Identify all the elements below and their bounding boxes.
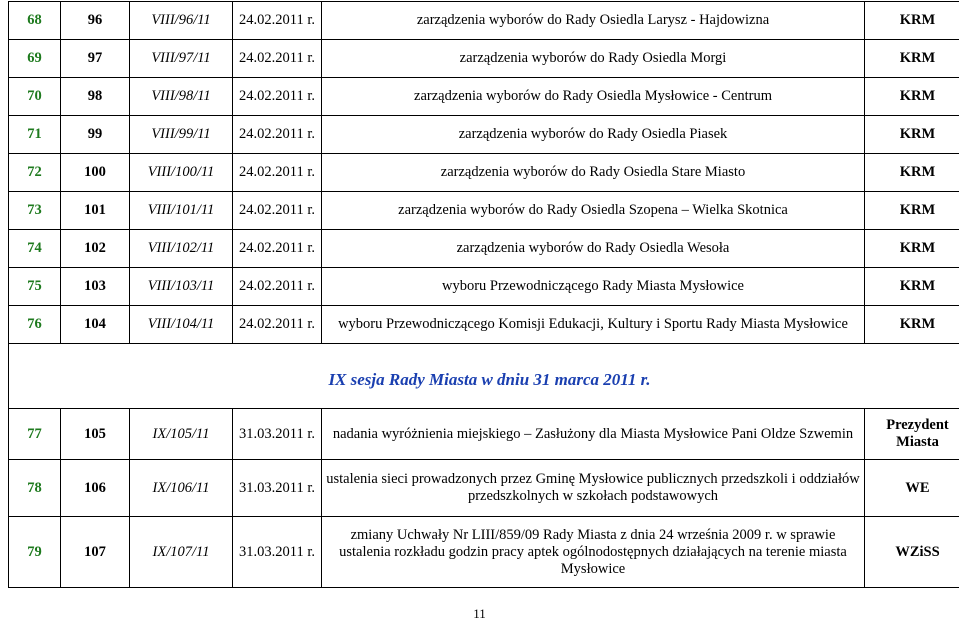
row-number: 105 bbox=[61, 409, 130, 460]
row-executor: KRM bbox=[865, 40, 959, 78]
row-symbol: VIII/97/11 bbox=[130, 40, 233, 78]
row-lp: 79 bbox=[9, 517, 61, 588]
row-executor: WE bbox=[865, 460, 959, 517]
table-row bbox=[9, 2, 959, 40]
row-number: 100 bbox=[61, 154, 130, 192]
row-subject: zarządzenia wyborów do Rady Osiedla Stare Miasto bbox=[322, 154, 865, 192]
row-subject: zarządzenia wyborów do Rady Osiedla Mysłowice - Centrum bbox=[322, 78, 865, 116]
row-executor: KRM bbox=[865, 268, 959, 306]
row-number: 99 bbox=[61, 116, 130, 154]
row-subject: zarządzenia wyborów do Rady Osiedla Morgi bbox=[322, 40, 865, 78]
page-number: 11 bbox=[0, 606, 959, 622]
row-symbol: IX/107/11 bbox=[130, 517, 233, 588]
row-symbol: VIII/99/11 bbox=[130, 116, 233, 154]
row-executor: KRM bbox=[865, 192, 959, 230]
table-row bbox=[9, 268, 959, 306]
row-date: 24.02.2011 r. bbox=[233, 306, 322, 344]
table-row bbox=[9, 154, 959, 192]
row-date: 24.02.2011 r. bbox=[233, 154, 322, 192]
row-number: 98 bbox=[61, 78, 130, 116]
table-row bbox=[9, 40, 959, 78]
row-symbol: VIII/104/11 bbox=[130, 306, 233, 344]
row-executor: WZiSS bbox=[865, 517, 959, 588]
row-subject: zmiany Uchwały Nr LIII/859/09 Rady Miasta z dnia 24 września 2009 r. w sprawie ustalenia rozkładu godzin pracy aptek ogólnodostępnych działających na terenie miasta Mysłowice bbox=[322, 517, 865, 588]
row-symbol: VIII/103/11 bbox=[130, 268, 233, 306]
row-lp: 74 bbox=[9, 230, 61, 268]
row-number: 104 bbox=[61, 306, 130, 344]
row-symbol: VIII/102/11 bbox=[130, 230, 233, 268]
row-number: 96 bbox=[61, 2, 130, 40]
row-symbol: VIII/100/11 bbox=[130, 154, 233, 192]
table-row bbox=[9, 306, 959, 344]
table-row bbox=[9, 517, 959, 588]
row-symbol: IX/105/11 bbox=[130, 409, 233, 460]
resolutions-table bbox=[8, 1, 959, 588]
row-lp: 72 bbox=[9, 154, 61, 192]
row-number: 107 bbox=[61, 517, 130, 588]
row-subject: nadania wyróżnienia miejskiego – Zasłużony dla Miasta Mysłowice Pani Oldze Szwemin bbox=[322, 409, 865, 460]
row-executor: KRM bbox=[865, 78, 959, 116]
row-symbol: VIII/98/11 bbox=[130, 78, 233, 116]
row-executor: KRM bbox=[865, 154, 959, 192]
row-subject: zarządzenia wyborów do Rady Osiedla Szopena – Wielka Skotnica bbox=[322, 192, 865, 230]
row-subject: zarządzenia wyborów do Rady Osiedla Larysz - Hajdowizna bbox=[322, 2, 865, 40]
row-lp: 77 bbox=[9, 409, 61, 460]
table-row bbox=[9, 460, 959, 517]
row-lp: 75 bbox=[9, 268, 61, 306]
row-lp: 69 bbox=[9, 40, 61, 78]
row-number: 97 bbox=[61, 40, 130, 78]
row-subject: ustalenia sieci prowadzonych przez Gminę Mysłowice publicznych przedszkoli i oddziałów przedszkolnych w szkołach podstawowych bbox=[322, 460, 865, 517]
row-date: 24.02.2011 r. bbox=[233, 40, 322, 78]
row-executor: KRM bbox=[865, 230, 959, 268]
row-executor: KRM bbox=[865, 306, 959, 344]
table-row bbox=[9, 409, 959, 460]
session-header: IX sesja Rady Miasta w dniu 31 marca 2011 r. bbox=[9, 344, 959, 409]
row-date: 31.03.2011 r. bbox=[233, 517, 322, 588]
row-number: 103 bbox=[61, 268, 130, 306]
table-row bbox=[9, 78, 959, 116]
row-date: 24.02.2011 r. bbox=[233, 2, 322, 40]
row-lp: 78 bbox=[9, 460, 61, 517]
table-row bbox=[9, 116, 959, 154]
row-symbol: IX/106/11 bbox=[130, 460, 233, 517]
row-date: 31.03.2011 r. bbox=[233, 409, 322, 460]
row-lp: 71 bbox=[9, 116, 61, 154]
row-date: 24.02.2011 r. bbox=[233, 268, 322, 306]
row-subject: zarządzenia wyborów do Rady Osiedla Piasek bbox=[322, 116, 865, 154]
row-date: 31.03.2011 r. bbox=[233, 460, 322, 517]
row-lp: 76 bbox=[9, 306, 61, 344]
row-executor: KRM bbox=[865, 2, 959, 40]
table-row bbox=[9, 230, 959, 268]
row-date: 24.02.2011 r. bbox=[233, 192, 322, 230]
row-lp: 68 bbox=[9, 2, 61, 40]
session-header-row bbox=[9, 344, 959, 409]
row-subject: zarządzenia wyborów do Rady Osiedla Wesoła bbox=[322, 230, 865, 268]
row-date: 24.02.2011 r. bbox=[233, 78, 322, 116]
row-subject: wyboru Przewodniczącego Komisji Edukacji, Kultury i Sportu Rady Miasta Mysłowice bbox=[322, 306, 865, 344]
row-symbol: VIII/96/11 bbox=[130, 2, 233, 40]
row-lp: 70 bbox=[9, 78, 61, 116]
row-executor: KRM bbox=[865, 116, 959, 154]
row-number: 102 bbox=[61, 230, 130, 268]
row-date: 24.02.2011 r. bbox=[233, 116, 322, 154]
row-symbol: VIII/101/11 bbox=[130, 192, 233, 230]
row-executor: Prezydent Miasta bbox=[865, 409, 959, 460]
row-subject: wyboru Przewodniczącego Rady Miasta Mysłowice bbox=[322, 268, 865, 306]
row-number: 101 bbox=[61, 192, 130, 230]
row-date: 24.02.2011 r. bbox=[233, 230, 322, 268]
row-lp: 73 bbox=[9, 192, 61, 230]
table-row bbox=[9, 192, 959, 230]
row-number: 106 bbox=[61, 460, 130, 517]
